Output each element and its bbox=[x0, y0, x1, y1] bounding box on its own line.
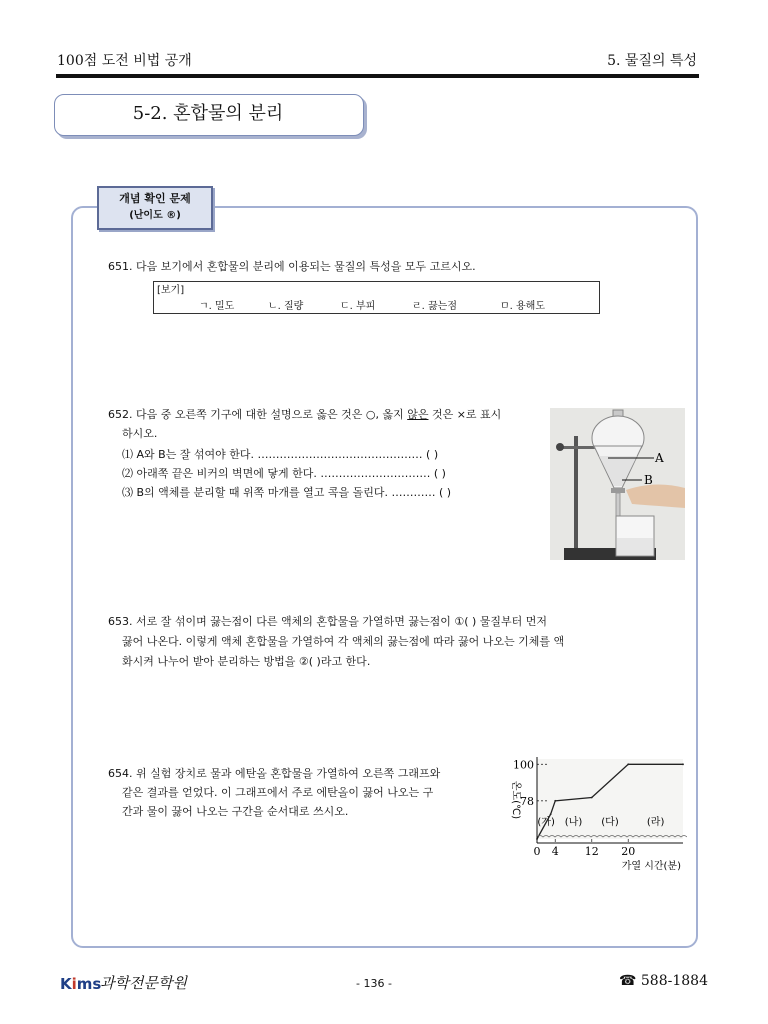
q651-option: ㄱ. 밀도 bbox=[199, 301, 235, 312]
q654-text-line1: 654. 위 실험 장치로 물과 에탄올 혼합물을 가열하여 오른쪽 그래프와 bbox=[108, 767, 441, 780]
temperature-graph bbox=[497, 757, 687, 875]
separatory-funnel-photo bbox=[550, 408, 685, 560]
q653-text-line2: 끓어 나온다. 이렇게 액체 혼합물을 가열하여 각 액체의 끓는점에 따라 끓어 나오는 기체를 액 bbox=[122, 635, 565, 648]
x-tick-label: 4 bbox=[551, 845, 559, 858]
data-point bbox=[627, 763, 629, 765]
concept-tag-title: 개념 확인 문제 bbox=[119, 192, 191, 205]
q651-option: ㄹ. 끓는점 bbox=[412, 301, 457, 312]
q653-text-line1: 653. 서로 잘 섞이며 끓는점이 다른 액체의 혼합물을 가열하면 끓는점이 ①( ) 물질부터 먼저 bbox=[108, 615, 548, 628]
region-label: (나) bbox=[564, 817, 583, 828]
concept-tag-level: (난이도 ®) bbox=[129, 210, 181, 221]
academy-name: 과학전문학원 bbox=[100, 974, 187, 992]
page-number: - 136 - bbox=[356, 977, 392, 990]
region-label: (라) bbox=[646, 817, 665, 828]
q654-text-line3: 간과 물이 끓어 나오는 구간을 순서대로 쓰시오. bbox=[122, 805, 349, 818]
q651-example-label: [보기] bbox=[157, 285, 185, 296]
funnel-label-a: A bbox=[655, 451, 664, 465]
region-label: (다) bbox=[601, 817, 619, 828]
q651-option: ㄷ. 부피 bbox=[340, 301, 376, 312]
funnel-label-b: B bbox=[644, 473, 653, 487]
x-tick-label: 12 bbox=[584, 845, 599, 858]
q652-item: ⑴ A와 B는 잘 섞여야 한다. ……………………………………… ( ) bbox=[122, 448, 439, 461]
x-axis-label: 가열 시간(분) bbox=[621, 861, 681, 872]
y-axis-label: 온도(℃) bbox=[510, 780, 521, 820]
q654-text-line2: 같은 결과를 얻었다. 이 그래프에서 주로 에탄올이 끓어 나오는 구 bbox=[122, 786, 434, 799]
x-tick-label: 0 bbox=[533, 845, 541, 858]
region-label: (가) bbox=[537, 817, 555, 828]
header-left-title: 100점 도전 비법 공개 bbox=[57, 53, 192, 69]
data-point bbox=[682, 763, 684, 765]
y-tick-label: 78 bbox=[520, 794, 534, 808]
q651-option: ㅁ. 용해도 bbox=[500, 301, 545, 312]
phone-number: ☎ 588-1884 bbox=[619, 973, 708, 989]
q651-text: 651. 다음 보기에서 혼합물의 분리에 이용되는 물질의 특성을 모두 고르시오. bbox=[108, 260, 476, 273]
header-chapter-title: 5. 물질의 특성 bbox=[607, 53, 697, 69]
data-point bbox=[591, 797, 593, 799]
header-rule bbox=[56, 74, 699, 78]
q653-text-line3: 화시켜 나누어 받아 분리하는 방법을 ②( )라고 한다. bbox=[122, 655, 371, 668]
q652-text-line1: 652. 다음 중 오른쪽 기구에 대한 설명으로 옳은 것은 ○, 옳지 않은 것은 ×로 표시 bbox=[108, 408, 502, 421]
q651-option: ㄴ. 질량 bbox=[268, 301, 304, 312]
q652-text-line2: 하시오. bbox=[122, 427, 158, 440]
data-point bbox=[554, 800, 556, 802]
data-point bbox=[550, 813, 552, 815]
q652-item: ⑶ B의 액체를 분리할 때 위쪽 마개를 열고 콕을 돌린다. ………… ( ) bbox=[122, 486, 452, 499]
academy-logo: Kims bbox=[60, 975, 102, 993]
separatory-funnel-illustration bbox=[550, 408, 685, 560]
q652-item: ⑵ 아래쪽 끝은 비커의 벽면에 닿게 한다. ………………………… ( ) bbox=[122, 467, 446, 480]
x-tick-label: 20 bbox=[621, 845, 636, 858]
section-title: 5-2. 혼합물의 분리 bbox=[132, 103, 284, 124]
y-tick-label: 100 bbox=[513, 758, 534, 772]
